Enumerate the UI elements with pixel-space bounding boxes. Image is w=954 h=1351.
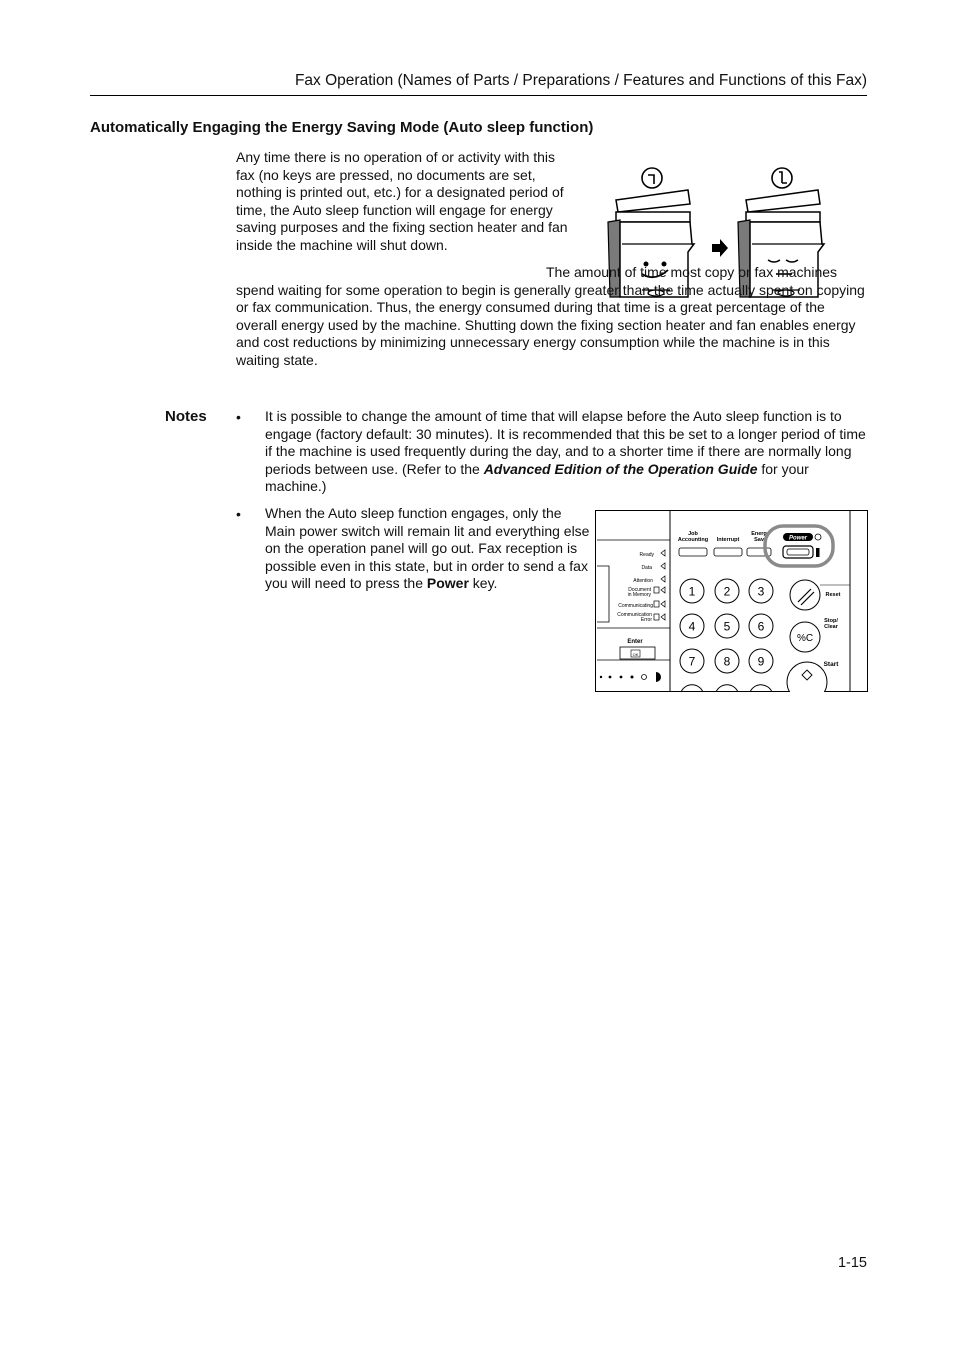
key-6: 6 — [757, 619, 765, 634]
note-2-bullet: • — [236, 506, 241, 522]
key-9: 9 — [757, 654, 765, 669]
indicator-document: Document — [628, 587, 651, 593]
indicator-in-memory: in Memory — [627, 592, 651, 598]
note-1-text-before: It is possible to change the amount of time that will elapse before the Auto sleep function is to engage (factory default: 30 minutes). It is recommended that this be set to a longer period of time if the machine is used frequently during the day, and to a shorter time if there are normally long periods between use. (Refer to the — [265, 408, 866, 477]
energy-saver-label-2: Sav — [754, 537, 764, 543]
interrupt-label: Interrupt — [716, 537, 740, 543]
job-accounting-label-2: Accounting — [677, 537, 709, 543]
key-2: 2 — [723, 584, 731, 599]
indicator-attention: Attention — [633, 578, 653, 584]
key-7: 7 — [688, 654, 696, 669]
enter-label: Enter — [627, 639, 643, 645]
paragraph-2 — [236, 264, 868, 370]
note-2 — [265, 505, 590, 593]
key-5: 5 — [723, 619, 731, 634]
note-2-text-before: When the Auto sleep function engages, only the Main power switch will remain lit and everything else on the operation panel will go out. Fax reception is possible even in this state, but in order to send a fax you will need to press the — [265, 505, 590, 592]
key-1: 1 — [688, 584, 696, 599]
notes-label: Notes — [165, 408, 207, 425]
note-1 — [265, 408, 867, 496]
ok-label: OK — [632, 652, 639, 657]
running-header: Fax Operation (Names of Parts / Preparations / Features and Functions of this Fax) — [294, 72, 867, 89]
job-accounting-key — [679, 548, 707, 556]
indicator-data: Data — [641, 565, 652, 571]
right-arrow-icon — [712, 239, 728, 257]
power-key-reference: Power — [426, 575, 469, 592]
job-accounting-label-1: Job — [688, 531, 698, 537]
indicator-ready: Ready — [639, 552, 654, 558]
reset-label: Reset — [825, 592, 841, 598]
header-rule — [90, 95, 867, 96]
power-lamp — [816, 548, 820, 557]
stop-clear-label-2: Clear — [824, 624, 838, 630]
indicator-communication: Communication — [617, 612, 652, 618]
operation-guide-reference: Advanced Edition of the Operation Guide — [483, 460, 758, 477]
stop-clear-label-1: Stop/ — [824, 618, 838, 624]
paragraph-2-text: The amount of time most copy or fax machines spend waiting for some operation to begin is generally greater than the time actually spent on copying or fax communication. Thus, the energy consumed during that time is a great percentage of the overall energy used by the machine. Shutting down the fixing section heater and fan enables energy and cost reductions by minimizing unnecessary energy consumption while the machine is in this waiting state. — [236, 264, 865, 368]
note-1-text-after: for your machine.) — [265, 460, 809, 495]
key-4: 4 — [688, 619, 696, 634]
power-key — [783, 546, 813, 558]
note-1-bullet: • — [236, 409, 241, 425]
key-8: 8 — [723, 654, 731, 669]
key-3: 3 — [757, 584, 765, 599]
power-label: Power — [788, 535, 808, 542]
operation-panel-illustration — [595, 510, 868, 692]
energy-saver-label-1: Energ — [751, 531, 767, 537]
page-number: 1-15 — [837, 1255, 867, 1271]
indicator-communicating: Communicating — [618, 603, 653, 609]
note-2-text-after: key. — [468, 575, 498, 592]
start-label: Start — [823, 661, 839, 668]
stop-clear-icon: %C — [796, 633, 814, 644]
interrupt-key — [714, 548, 742, 556]
indicator-error: Error — [640, 617, 652, 623]
paragraph-1: Any time there is no operation of or activity with this fax (no keys are pressed, no documents are set, nothing is printed out, etc.) for a designated period of time, the Auto sleep function will engage for energy saving purposes and the fixing section heater and fan inside the machine will shut down. — [236, 149, 568, 253]
section-title: Automatically Engaging the Energy Saving Mode (Auto sleep function) — [90, 119, 594, 136]
